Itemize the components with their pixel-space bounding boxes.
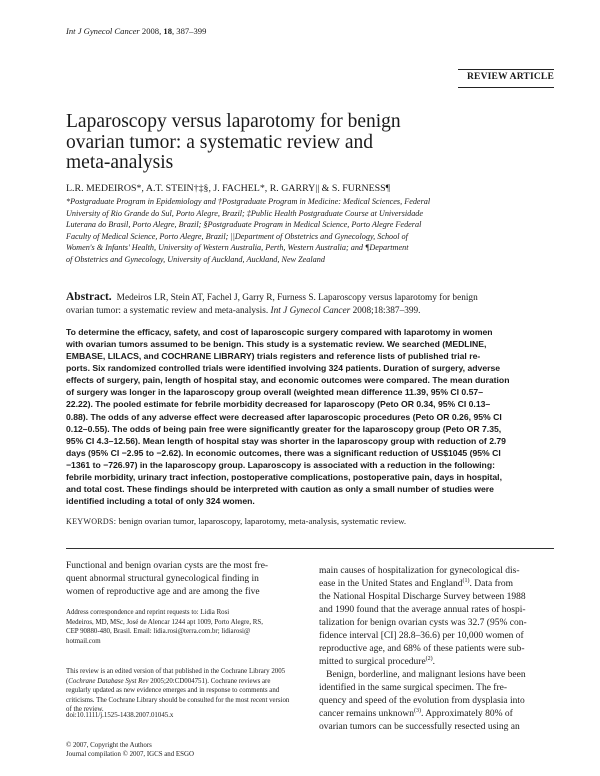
- affiliation-line: *Postgraduate Program in Epidemiology and †Postgraduate Program in Medicine: Medical Sciences, Federal: [66, 197, 431, 206]
- keywords-label: KEYWORDS:: [66, 517, 117, 526]
- abstract-line: 95% CI 4.3–12.56). Mean length of hospital stay was shorter in the laparoscopy group with reduction of 2.79: [66, 435, 506, 446]
- title-line: ovarian tumor: a systematic review and: [66, 131, 374, 153]
- abstract-label: Abstract.: [66, 291, 112, 303]
- abstract-line: −1361 to −726.97) in the laparoscopy group. Laparoscopy is associated with a reduction in the following:: [66, 459, 495, 470]
- abstract-line: To determine the efficacy, safety, and cost of laparoscopic surgery compared with laparotomy in women: [66, 327, 493, 337]
- journal-reference: Int J Gynecol Cancer 2008, 18, 387–399: [66, 26, 207, 36]
- abstract-citation: [66, 291, 554, 317]
- copyright-line: © 2007, Copyright the Authors: [66, 742, 152, 749]
- body-line: cancer remains unknown$^{(3)}$. Approximately 80% of: [319, 707, 513, 719]
- body-line: Benign, borderline, and malignant lesions have been: [319, 670, 526, 680]
- body-line: identified in the same surgical specimen. The fre-: [319, 683, 508, 693]
- abstract-citation-line: ovarian tumor: a systematic review and meta-analysis. Int J Gynecol Cancer 2008;18:387–399.: [66, 305, 421, 316]
- affiliation-line: Women's & Infants' Health, University of Western Australia, Perth, Western Australia; and ¶Department: [66, 243, 409, 253]
- abstract-line: of surgery was longer in the laparoscopy group overall (weighted mean difference 11.39, 95% CI 0.57–: [66, 387, 484, 398]
- abstract-line: days (95% CI −2.95 to −2.62). In economic outcomes, there was a significant reduction of US$1045 (95% CI: [66, 447, 501, 458]
- affiliation-line: University of Rio Grande do Sul, Porto Alegre, Brazil; ‡Public Health Postgraduate Course at Universidade: [66, 208, 424, 218]
- correspondence-line: Address correspondence and reprint requests to: Lidia Rosi: [66, 609, 230, 616]
- body-line: talization for benign ovarian cysts was 32.7 (95% con-: [319, 618, 527, 628]
- section-rule-top: [458, 69, 554, 70]
- body-line: main causes of hospitalization for gynecological dis-: [319, 566, 520, 576]
- keywords: [66, 516, 554, 526]
- abstract-line: effects of surgery, pain, length of hospital stay, and economic outcomes were compared. The mean duration: [66, 375, 510, 386]
- body-line: reproductive age, and 68% of these patients were sub-: [319, 644, 525, 654]
- abstract-line: 0.12–0.55). The odds of being pain free were significantly greater for the laparoscopy group (Peto OR 7.35,: [66, 423, 502, 434]
- intro-right-column: [319, 565, 554, 734]
- body-line: fidence interval [CI] 28.8–36.6) per 10,000 women of: [319, 631, 524, 641]
- copyright: [66, 741, 194, 759]
- body-line: Functional and benign ovarian cysts are the most fre-: [66, 561, 269, 571]
- abstract-line: identified including a total of only 324 women.: [66, 496, 255, 507]
- keywords-text: benign ovarian tumor, laparoscopy, laparotomy, meta-analysis, systematic review.: [116, 516, 407, 526]
- correspondence-line: CEP 90880-480, Brasil. Email: lidia.rosi@terra.com.br; lidiarosi@: [66, 628, 251, 636]
- body-line: quent abnormal structural gynecological finding in: [66, 574, 259, 584]
- copyright-line: Journal compilation © 2007, IGCS and ESGO: [66, 751, 194, 758]
- citation-superscript: (2): [425, 655, 433, 662]
- abstract-line: febrile morbidity, urinary tract infection, postoperative complications, postoperative pain, days in hospital,: [66, 471, 502, 482]
- abstract-line: 0.88). The odds of any adverse effect were decreased after laparoscopic procedures (Peto OR 0.26, 95% CI: [66, 411, 502, 422]
- correspondence-note: [66, 608, 296, 646]
- section-rule-bottom: [458, 87, 554, 88]
- body-line: women of reproductive age and are among the five: [66, 587, 260, 597]
- body-line: ovarian tumors can be successfully resected using an: [319, 722, 520, 732]
- abstract-line: with ovarian tumors assumed to be benign. This study is a systematic review. We searched (MEDLINE,: [66, 339, 487, 350]
- intro-left-column: [66, 560, 296, 599]
- abstract-citation-line: Abstract. Medeiros LR, Stein AT, Fachel J, Garry R, Furness S. Laparoscopy versus laparotomy for benign: [66, 291, 478, 303]
- section-divider: [66, 548, 554, 549]
- edition-note: This review is an edited version of that published in the Cochrane Library 2005 (Cochrane Database Syst Rev 2005;20:CD004751). Cochrane reviews are regularly updated as new evidence emerges and in response to comments and criticisms. The Cochrane Library should be consulted for the most recent version of the review.: [66, 668, 290, 714]
- affiliations: [66, 196, 554, 266]
- citation-superscript: (1): [462, 577, 470, 584]
- abstract-body: [66, 326, 554, 507]
- correspondence-line: hotmail.com: [66, 637, 101, 645]
- affiliation-line: Luterana do Brasil, Porto Alegre, Brazil; §Postgraduate Program in Medical Science, Porto Alegre Federal: [66, 220, 422, 230]
- title-line: meta-analysis: [66, 152, 174, 173]
- author-list: L.R. MEDEIROS*, A.T. STEIN†‡§, J. FACHEL*, R. GARRY|| & S. FURNESS¶: [66, 183, 391, 194]
- abstract-line: EMBASE, LILACS, and COCHRANE LIBRARY) trials registers and reference lists of published trial re-: [66, 351, 481, 362]
- section-label: REVIEW ARTICLE: [466, 72, 554, 82]
- body-line: mitted to surgical procedure$^{(2)}$.: [319, 655, 436, 667]
- body-line: and 1990 found that the average annual rates of hospi-: [319, 605, 526, 615]
- abstract-line: and total cost. These findings should be interpreted with caution as only a small number of studies were: [66, 484, 494, 495]
- title-line: Laparoscopy versus laparotomy for benign: [66, 111, 401, 132]
- abstract-line: ports. Six randomized controlled trials were identified involving 324 patients. Duration of surgery, adverse: [66, 363, 501, 374]
- abstract-line: 22.22). The pooled estimate for febrile morbidity decreased for laparoscopy (Peto OR 0.34, 95% CI 0.13–: [66, 399, 491, 410]
- body-line: ease in the United States and England$^{(1)}$. Data from: [319, 577, 514, 589]
- body-line: quency and speed of the evolution from dysplasia into: [319, 696, 525, 706]
- affiliation-line: of Obstetrics and Gynecology, University of Auckland, Auckland, New Zealand: [66, 254, 325, 264]
- body-line: the National Hospital Discharge Survey between 1988: [319, 592, 526, 602]
- article-title: [66, 112, 486, 174]
- citation-superscript: (3): [413, 707, 421, 714]
- doi: doi:10.1111/j.1525-1438.2007.01045.x: [66, 712, 174, 719]
- affiliation-line: Faculty of Medical Science, Porto Alegre, Brazil; ||Department of Obstetrics and Gynecology, School of: [66, 231, 408, 241]
- correspondence-line: Medeiros, MD, MSc, José de Alencar 1244 apt 1009, Porto Alegre, RS,: [66, 618, 263, 626]
